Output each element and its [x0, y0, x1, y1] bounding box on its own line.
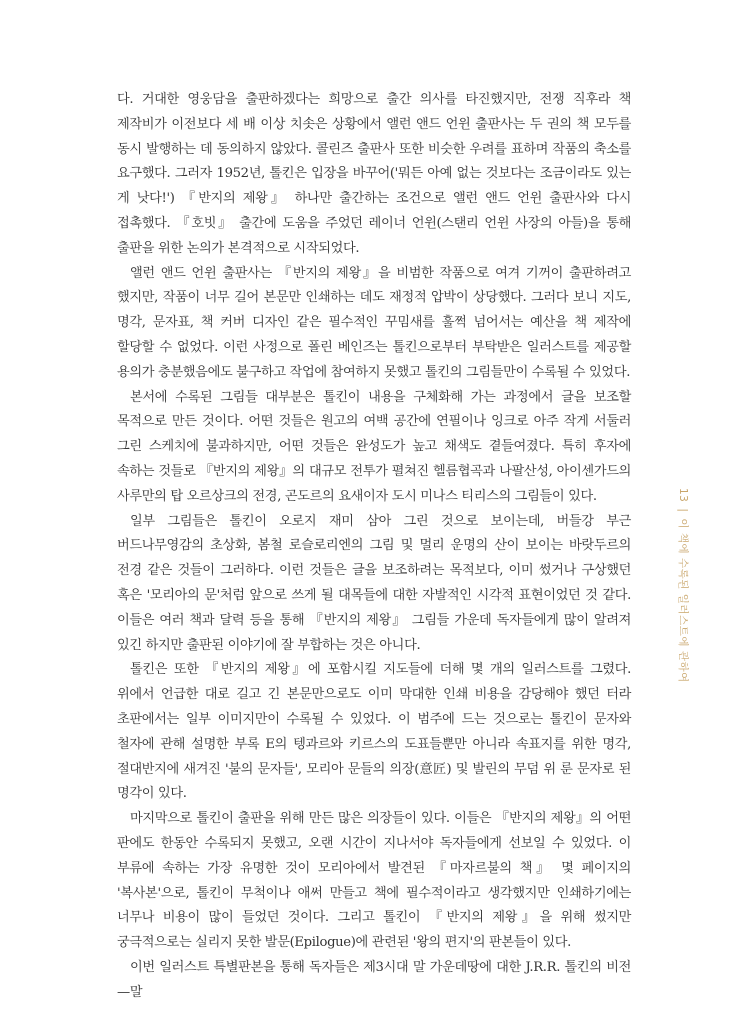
paragraph-1: 다. 거대한 영웅담을 출판하겠다는 희망으로 출간 의사를 타진했지만, 전쟁 직후라 책 제작비가 이전보다 세 배 이상 치솟은 상황에서 앨런 앤드 언윈 출판사는 두 권의 책 모두를 동시 발행하는 데 동의하지 않았다. 콜린즈 출판사 또한 비슷한 우려를 표하며 작품의 축소를 요구했다. 그러자 1952년, 톨킨은 입장을 바꾸어('뭐든 아예 없는 것보다는 조금이라도 있는 게 낫다!') 『반지의 제왕』 하나만 출간하는 조건으로 앨런 앤드 언윈 출판사와 다시 접촉했다. 『호빗』 출간에 도움을 주었던 레이너 언윈(스탠리 언윈 사장의 아들)을 통해 출판을 위한 논의가 본격적으로 시작되었다.	[117, 92, 631, 256]
running-head	[676, 488, 691, 683]
paragraph-2: 앨런 앤드 언윈 출판사는 『반지의 제왕』을 비범한 작품으로 여겨 기꺼이 출판하려고 했지만, 작품이 너무 길어 본문만 인쇄하는 데도 재정적 압박이 상당했다. 그러다 보니 지도, 명각, 문자표, 책 커버 디자인 같은 필수적인 꾸밈새를 훌쩍 넘어서는 예산을 책 제작에 할당할 수 없었다. 이런 사정으로 폴린 베인즈는 톨킨으로부터 부탁받은 일러스트를 제공할 용의가 충분했음에도 불구하고 작업에 참여하지 못했고 톨킨의 그림들만이 수록될 수 있었다.	[117, 265, 631, 380]
page-number: 13	[677, 488, 689, 503]
paragraph-5: 톨킨은 또한 『반지의 제왕』에 포함시킬 지도들에 더해 몇 개의 일러스트를 그렸다. 위에서 언급한 대로 길고 긴 본문만으로도 이미 막대한 인쇄 비용을 감당해야 했던 터라 초판에서는 일부 이미지만이 수록될 수 있었다. 이 범주에 드는 것으로는 톨킨이 문자와 철자에 관해 설명한 부록 E의 텡과르와 키르스의 도표들뿐만 아니라 속표지를 위한 명각, 절대반지에 새겨진 '불의 문자들', 모리아 문들의 의장(意匠) 및 발린의 무덤 위 룬 문자로 된 명각이 있다.	[117, 662, 631, 802]
paragraph-4: 일부 그림들은 톨킨이 오로지 재미 삼아 그린 것으로 보이는데, 버들강 부근 버드나무영감의 초상화, 봄철 로슬로리엔의 그림 및 멀리 운명의 산이 보이는 바랏두르의 전경 같은 것들이 그러하다. 이런 것들은 글을 보조하려는 목적보다, 이미 썼거나 구상했던 혹은 '모리아의 문'처럼 앞으로 쓰게 될 대목들에 대한 자발적인 시각적 표현이었던 것 같다. 이들은 여러 책과 달력 등을 통해 『반지의 제왕』 그림들 가운데 독자들에게 많이 알려져 있긴 하지만 출판된 이야기에 잘 부합하는 것은 아니다.	[117, 513, 631, 653]
paragraph-7: 이번 일러스트 특별판본을 통해 독자들은 제3시대 말 가운데땅에 대한 J.R.R. 톨킨의 비전—말	[117, 959, 631, 1000]
body-text	[117, 88, 631, 1005]
paragraph-6: 마지막으로 톨킨이 출판을 위해 만든 많은 의장들이 있다. 이들은 『반지의 제왕』의 어떤 판에도 한동안 수록되지 못했고, 오랜 시간이 지나서야 독자들에게 선보일 수 있었다. 이 부류에 속하는 가장 유명한 것이 모리아에서 발견된 『마자르불의 책』 몇 페이지의 '복사본'으로, 톨킨이 무척이나 애써 만들고 책에 필수적이라고 생각했지만 인쇄하기에는 너무나 비용이 많이 들었던 것이다. 그리고 톨킨이 『반지의 제왕』을 위해 썼지만 궁극적으로는 실리지 못한 발문(Epilogue)에 관련된 '왕의 편지'의 판본들이 있다.	[117, 811, 631, 951]
section-title: 이 책에 수록된 일러스트에 관하여	[677, 518, 689, 683]
running-head-separator: |	[677, 508, 689, 513]
paragraph-3: 본서에 수록된 그림들 대부분은 톨킨이 내용을 구체화해 가는 과정에서 글을 보조할 목적으로 만든 것이다. 어떤 것들은 원고의 여백 공간에 연필이나 잉크로 아주 작게 서둘러 그린 스케치에 불과하지만, 어떤 것들은 완성도가 높고 채색도 곁들여졌다. 특히 후자에 속하는 것들로 『반지의 제왕』의 대규모 전투가 펼쳐진 헬름협곡과 나팔산성, 아이센가드의 사루만의 탑 오르상크의 전경, 곤도르의 요새이자 도시 미나스 티리스의 그림들이 있다.	[117, 389, 631, 504]
